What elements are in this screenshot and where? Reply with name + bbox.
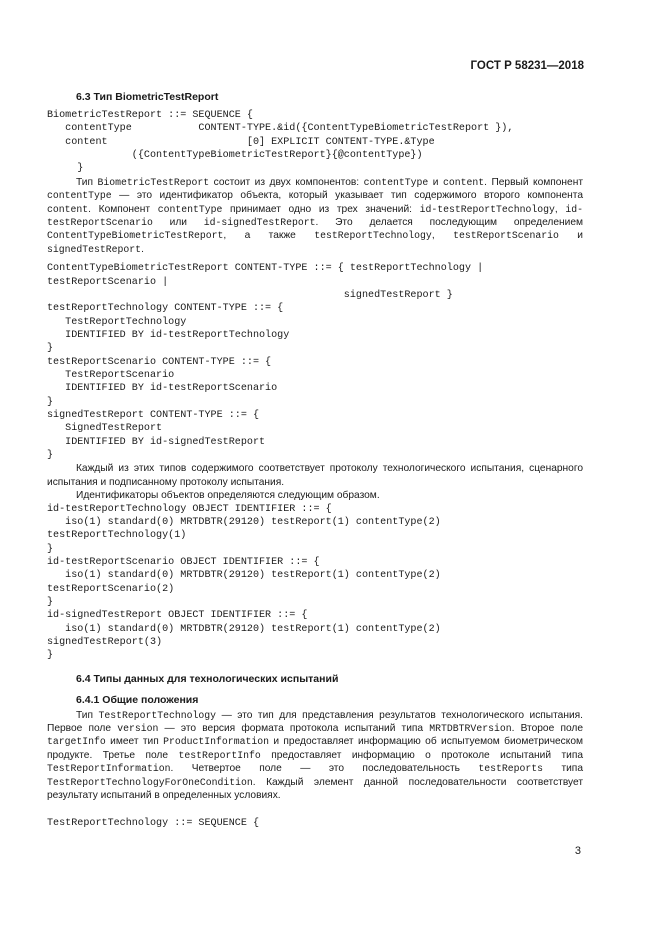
paragraph-content-types-description: Каждый из этих типов содержимого соответствует протоколу технологического испытания, сценарного испытания и подписанному протоколу испытания. <box>47 463 583 488</box>
paragraph-biometric-test-report-description: Тип BiometricTestReport состоит из двух компонентов: contentType и content. Первый компонент contentType — это идентификатор объекта, который указывает тип содержимого второго компонента content. Компонент contentType принимает одно из трех значений: id-testReportTechnology, id-testReportScenario или id-signedTestReport. Это делается последующим определением ContentTypeBiometricTestReport, а также testReportTechnology, testReportScenario и signedTestReport. <box>47 176 584 255</box>
paragraph-oid-intro: Идентификаторы объектов определяются следующим образом. <box>76 490 380 502</box>
section-heading-6-3: 6.3 Тип BiometricTestReport <box>76 91 219 103</box>
paragraph-test-report-technology-description: Тип TestReportTechnology — это тип для представления результатов технологического испытания. Первое поле version — это версия формата протокола испытаний типа MRTDBTRVersion. Второе поле targetInfo имеет тип ProductInformation и предоставляет информацию об испытуемом биометрическом продукте. Третье поле testReportInfo предоставляет информацию о протоколе испытаний типа TestReportInformation. Четвертое поле — это последовательность testReports типа TestReportTechnologyForOneCondition. Каждый элемент данной последовательности соответствует результату испытаний в определенных условиях. <box>47 709 584 802</box>
section-heading-6-4: 6.4 Типы данных для технологических испытаний <box>76 672 339 685</box>
code-block-content-types: ContentTypeBiometricTestReport CONTENT-TYPE ::= { testReportTechnology | testReportScenario | signedTestReport } testReportTechnology CONTENT-TYPE ::= { TestReportTechnology IDENTIFIED BY id-testReportTechnology } testReportScenario CONTENT-TYPE ::= { TestReportScenario IDENTIFIED BY id-testReportScenario } signedTestReport CONTENT-TYPE ::= { SignedTestReport IDENTIFIED BY id-signedTestReport } <box>47 263 484 461</box>
code-block-test-report-technology: TestReportTechnology ::= SEQUENCE { <box>47 817 260 829</box>
document-header: ГОСТ Р 58231—2018 <box>470 60 584 72</box>
page-content <box>47 91 583 830</box>
code-block-object-identifiers: id-testReportTechnology OBJECT IDENTIFIER ::= { iso(1) standard(0) MRTDBTR(29120) testReport(1) contentType(2) testReportTechnology(1) } id-testReportScenario OBJECT IDENTIFIER ::= { iso(1) standard(0) MRTDBTR(29120) testReport(1) contentType(2) testReportScenario(2) } id-signedTestReport OBJECT IDENTIFIER ::= { iso(1) standard(0) MRTDBTR(29120) testReport(1) contentType(2) signedTestReport(3) } <box>47 503 441 662</box>
code-block-biometric-test-report: BiometricTestReport ::= SEQUENCE { contentType CONTENT-TYPE.&id({ContentTypeBiometricTestReport }), content [0] EXPLICIT CONTENT-TYPE.&Type ({ContentTypeBiometricTestReport}{@contentType}) } <box>47 110 514 175</box>
page-number: 3 <box>574 845 581 857</box>
subsection-heading-6-4-1: 6.4.1 Общие положения <box>76 693 199 706</box>
